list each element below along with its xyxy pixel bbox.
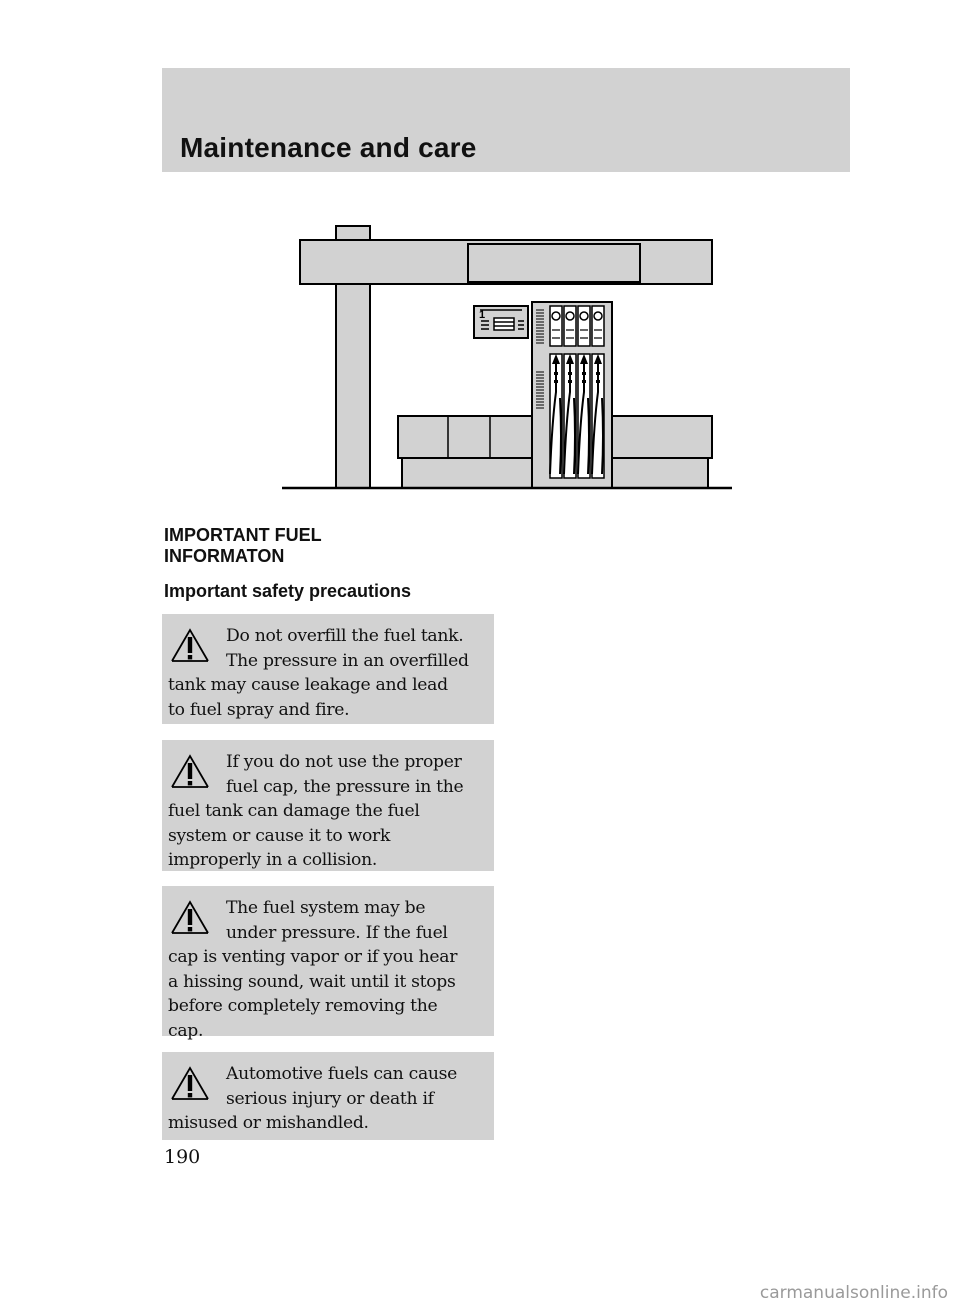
warning-text-line: fuel tank can damage the fuel xyxy=(168,801,420,821)
warning-text-line: fuel cap, the pressure in the xyxy=(226,776,464,797)
warning-box xyxy=(162,614,494,724)
header-band xyxy=(162,68,850,172)
warning-box xyxy=(162,1052,494,1140)
warning-text-line: a hissing sound, wait until it stops xyxy=(168,971,456,992)
section-heading xyxy=(164,525,494,567)
page-number: 190 xyxy=(164,1146,201,1168)
canopy-sign xyxy=(468,244,640,282)
warning-text-line: misused or mishandled. xyxy=(168,1113,369,1133)
warning-triangle-icon xyxy=(170,900,210,936)
warning-text-line: cap. xyxy=(168,1020,204,1041)
warning-box xyxy=(162,740,494,871)
warning-text-line: The fuel system may be xyxy=(226,898,426,918)
canopy-column xyxy=(336,284,370,488)
warning-text-line: under pressure. If the fuel xyxy=(226,922,448,943)
warning-text-line: Automotive fuels can cause xyxy=(226,1064,458,1084)
warning-triangle-icon xyxy=(170,1066,210,1102)
warning-triangle-icon xyxy=(170,628,210,664)
warning-text-line: improperly in a collision. xyxy=(168,850,378,870)
warning-text-line: Do not overfill the fuel tank. xyxy=(226,626,464,646)
warning-text-line: before completely removing the xyxy=(168,996,438,1016)
warning-text-line: cap is venting vapor or if you hear xyxy=(168,947,458,967)
warning-text-line: If you do not use the proper xyxy=(226,752,462,772)
sub-heading: Important safety precautions xyxy=(164,581,412,601)
watermark: carmanualsonline.info xyxy=(759,1283,948,1303)
section-heading-line: INFORMATON xyxy=(164,546,285,566)
warning-text-line: tank may cause leakage and lead xyxy=(168,675,448,695)
warning-text-line: serious injury or death if xyxy=(226,1088,434,1109)
warning-triangle-icon xyxy=(170,754,210,790)
warning-text-line: system or cause it to work xyxy=(168,825,391,846)
pump-number-label: 1 xyxy=(479,309,486,321)
warning-text-line: to fuel spray and fire. xyxy=(168,699,350,720)
fuel-station-illustration xyxy=(280,222,740,494)
page-title: Maintenance and care xyxy=(180,132,477,163)
warning-text-line: The pressure in an overfilled xyxy=(226,650,469,671)
section-heading-line: IMPORTANT FUEL xyxy=(164,525,322,545)
warning-box xyxy=(162,886,494,1041)
